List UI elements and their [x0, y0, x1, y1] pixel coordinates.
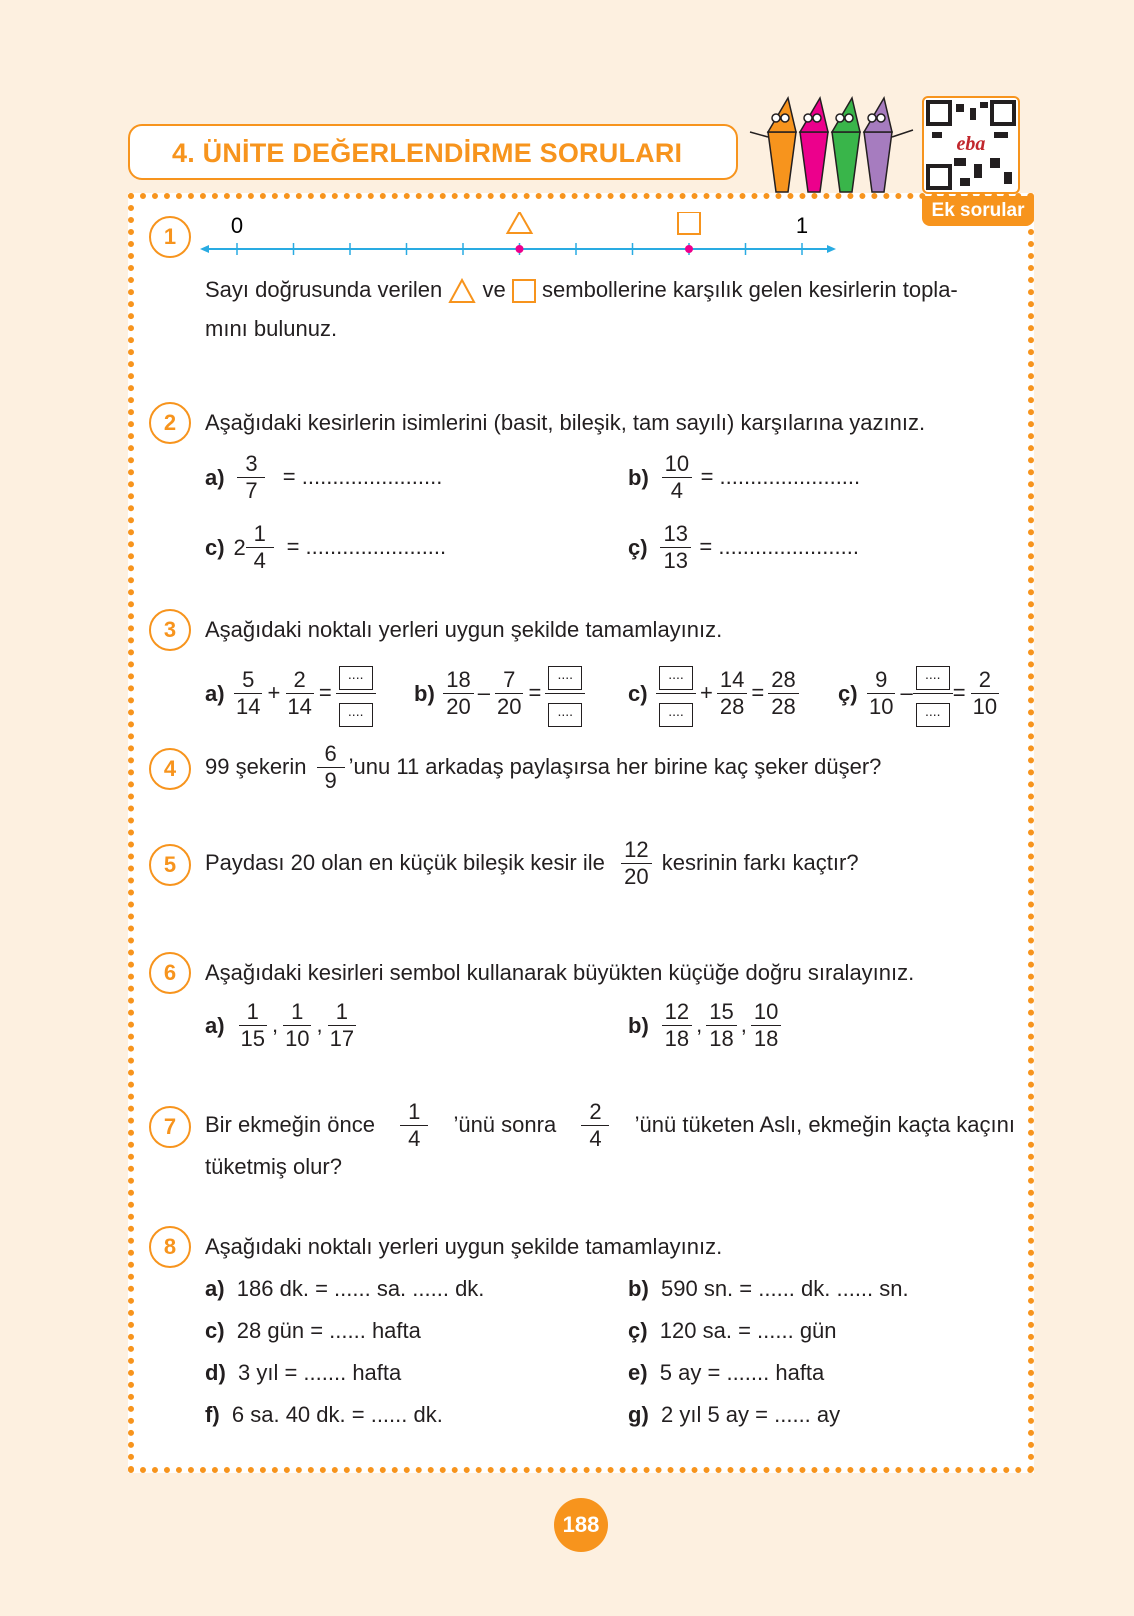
q1-text-c: sembollerine karşılık gelen kesirlerin topla-	[542, 277, 958, 302]
numerator: 2	[971, 668, 999, 694]
denominator: 17	[329, 1026, 355, 1052]
q8-item	[205, 1360, 401, 1386]
separator: ,	[316, 1012, 323, 1038]
q3-item-b	[414, 660, 589, 727]
blank-box[interactable]: ....	[548, 666, 582, 690]
denominator: 10	[869, 694, 894, 719]
pencil-mascots-illustration	[748, 92, 928, 204]
fraction	[751, 1000, 781, 1051]
arrow-left-icon	[200, 245, 209, 253]
blank-fraction	[913, 660, 953, 727]
q8-item	[628, 1276, 909, 1302]
item-label: a)	[205, 464, 225, 490]
fraction	[246, 522, 274, 573]
item-text[interactable]: 2 yıl 5 ay = ...... ay	[661, 1402, 841, 1427]
question-number-4: 4	[149, 748, 191, 790]
denominator: 4	[253, 548, 266, 574]
blank-fraction	[336, 660, 376, 727]
question-number-5: 5	[149, 844, 191, 886]
arrow-right-icon	[827, 245, 836, 253]
item-label: g)	[628, 1402, 649, 1427]
unit-title-box	[128, 124, 738, 180]
blank-box[interactable]: ....	[659, 703, 693, 727]
denominator: 28	[719, 694, 745, 719]
denominator: 9	[324, 768, 337, 794]
ek-sorular-button[interactable]	[922, 196, 1034, 226]
number-line-point	[685, 245, 693, 253]
q8-item	[628, 1402, 840, 1428]
equals: =	[952, 680, 966, 706]
operator: –	[900, 680, 913, 706]
answer-blank[interactable]: = .......................	[282, 464, 443, 490]
number-line-label-zero: 0	[230, 213, 244, 238]
item-label: e)	[628, 1360, 648, 1385]
numerator: 1	[283, 1000, 311, 1026]
item-label: c)	[628, 680, 648, 706]
numerator: 18	[443, 668, 473, 694]
q8-item	[628, 1360, 824, 1386]
denominator: 10	[972, 694, 998, 719]
question-number-3: 3	[149, 609, 191, 651]
q7-text-3: ’ünü tüketen Aslı, ekmeğin kaçta kaçını	[634, 1112, 1015, 1138]
question-number-1: 1	[149, 216, 191, 258]
denominator: 15	[240, 1026, 265, 1052]
ek-sorular-label: Ek sorular	[931, 200, 1025, 221]
number-line	[200, 212, 840, 262]
item-label: b)	[628, 1012, 649, 1038]
separator: ,	[696, 1012, 703, 1038]
blank-box[interactable]: ....	[339, 666, 373, 690]
numerator: 5	[234, 668, 262, 694]
q1-text-line1	[205, 277, 958, 304]
item-label: b)	[628, 1276, 649, 1301]
numerator: 15	[706, 1000, 736, 1026]
fraction	[327, 1000, 357, 1051]
q1-text-b: ve	[482, 277, 506, 302]
numerator: 1	[246, 522, 274, 548]
numerator: 1	[328, 1000, 356, 1026]
q4-text	[205, 742, 881, 793]
denominator: 18	[753, 1026, 779, 1052]
fraction	[768, 668, 798, 719]
blank-box[interactable]: ....	[339, 703, 373, 727]
item-label: a)	[205, 1012, 225, 1038]
q5-text-pre: Paydası 20 olan en küçük bileşik kesir ile	[205, 850, 605, 876]
q7-text-line1	[205, 1100, 1015, 1151]
qr-logo: eba	[956, 133, 986, 155]
equals: =	[751, 680, 765, 706]
q7-text-line2: tüketmiş olur?	[205, 1154, 342, 1179]
fraction	[284, 668, 314, 719]
triangle-symbol-icon	[448, 278, 476, 304]
fraction	[706, 1000, 736, 1051]
number-line-label-one: 1	[795, 213, 809, 238]
numerator: 1	[239, 1000, 267, 1026]
denominator: 20	[446, 694, 471, 719]
numerator: 2	[581, 1100, 609, 1126]
q8-item	[205, 1318, 421, 1344]
q8-item	[628, 1318, 837, 1344]
fraction	[443, 668, 473, 719]
q6-item-b	[628, 1000, 785, 1051]
blank-fraction	[656, 660, 696, 727]
q5-text	[205, 838, 859, 889]
denominator: 20	[624, 864, 649, 890]
q4-text-pre: 99 şekerin	[205, 754, 307, 780]
q3-text: Aşağıdaki noktalı yerleri uygun şekilde tamamlayınız.	[205, 617, 723, 642]
numerator: 12	[662, 1000, 692, 1026]
item-text[interactable]: 120 sa. = ...... gün	[659, 1318, 837, 1343]
fraction	[662, 1000, 692, 1051]
item-text[interactable]: 590 sn. = ...... dk. ...... sn.	[661, 1276, 909, 1301]
q2-text: Aşağıdaki kesirlerin isimlerini (basit, bileşik, tam sayılı) karşılarına yazınız.	[205, 410, 926, 435]
numerator: 28	[768, 668, 798, 694]
item-label: b)	[414, 680, 435, 706]
q5-text-post: kesrinin farkı kaçtır?	[661, 850, 859, 876]
question-number-6: 6	[149, 952, 191, 994]
item-label: a)	[205, 680, 225, 706]
question-number-7: 7	[149, 1106, 191, 1148]
denominator: 4	[670, 478, 684, 504]
denominator: 18	[664, 1026, 690, 1052]
numerator: 3	[237, 452, 265, 478]
q8-item	[205, 1276, 484, 1302]
q1-text-line2: mını bulunuz.	[205, 316, 338, 341]
equals: =	[528, 680, 542, 706]
denominator: 4	[408, 1126, 421, 1152]
q3-item-c	[628, 660, 803, 727]
equals: =	[318, 680, 332, 706]
item-label: b)	[628, 464, 649, 490]
denominator: 14	[287, 694, 312, 719]
denominator: 20	[496, 694, 522, 719]
item-text[interactable]: 5 ay = ....... hafta	[659, 1360, 825, 1385]
item-label: f)	[205, 1402, 220, 1427]
question-number-2: 2	[149, 402, 191, 444]
item-text[interactable]: 186 dk. = ...... sa. ...... dk.	[236, 1276, 485, 1301]
numerator: 6	[317, 742, 345, 768]
q6-text: Aşağıdaki kesirleri sembol kullanarak büyükten küçüğe doğru sıralayınız.	[205, 960, 915, 985]
fraction	[621, 838, 651, 889]
operator: +	[267, 680, 281, 706]
fraction	[494, 668, 524, 719]
fraction	[581, 1100, 609, 1151]
item-label: ç)	[628, 1318, 648, 1343]
fraction	[662, 452, 692, 503]
q6-item-a	[205, 1000, 361, 1051]
fraction	[237, 1000, 267, 1051]
q4-text-post: ’unu 11 arkadaş paylaşırsa her birine kaç şeker düşer?	[348, 754, 882, 780]
blank-box[interactable]: ....	[548, 703, 582, 727]
q1-text-a: Sayı doğrusunda verilen	[205, 277, 443, 302]
numerator: 1	[400, 1100, 428, 1126]
answer-blank[interactable]: = .......................	[286, 534, 447, 560]
numerator: 14	[717, 668, 747, 694]
fraction	[717, 668, 747, 719]
fraction	[317, 742, 345, 793]
fraction	[660, 522, 690, 573]
q2-item-cc	[628, 522, 859, 573]
qr-code-pattern	[924, 98, 1018, 192]
fraction	[970, 668, 1000, 719]
triangle-marker-icon	[508, 212, 532, 233]
item-text[interactable]: 6 sa. 40 dk. = ...... dk.	[231, 1402, 443, 1427]
q8-item	[205, 1402, 443, 1428]
numerator: 13	[660, 522, 690, 548]
q2-item-a	[205, 452, 442, 503]
question-number-8: 8	[149, 1226, 191, 1268]
blank-box[interactable]: ....	[916, 666, 950, 690]
item-text[interactable]: 3 yıl = ....... hafta	[238, 1360, 402, 1385]
separator: ,	[271, 1012, 279, 1038]
q2-item-c	[205, 522, 446, 573]
q3-item-a	[205, 660, 380, 727]
unit-title: 4. ÜNİTE DEĞERLENDİRME SORULARI	[172, 138, 683, 168]
page-number: 188	[554, 1498, 608, 1552]
numerator: 12	[621, 838, 651, 864]
item-label: ç)	[838, 680, 858, 706]
fraction	[282, 1000, 312, 1051]
item-label: ç)	[628, 534, 648, 560]
blank-box[interactable]: ....	[659, 666, 693, 690]
q7-text-1: Bir ekmeğin önce	[205, 1112, 375, 1138]
qr-code[interactable]	[922, 96, 1020, 194]
denominator: 13	[663, 548, 688, 574]
q2-item-b	[628, 452, 860, 503]
operator: –	[477, 680, 490, 706]
answer-blank[interactable]: = .......................	[699, 534, 859, 560]
item-text[interactable]: 28 gün = ...... hafta	[236, 1318, 421, 1343]
whole-part: 2	[233, 534, 246, 560]
answer-blank[interactable]: = .......................	[700, 464, 861, 490]
denominator: 10	[285, 1026, 310, 1052]
separator: ,	[740, 1012, 747, 1038]
denominator: 28	[771, 694, 796, 719]
fraction	[233, 668, 263, 719]
number-line-point	[516, 245, 524, 253]
item-label: d)	[205, 1360, 226, 1385]
fraction	[400, 1100, 428, 1151]
blank-fraction	[545, 660, 585, 727]
denominator: 14	[236, 694, 261, 719]
item-label: c)	[205, 534, 225, 560]
numerator: 2	[286, 668, 314, 694]
denominator: 18	[709, 1026, 734, 1052]
numerator: 10	[751, 1000, 781, 1026]
q7-text-2: ’ünü sonra	[453, 1112, 557, 1138]
denominator: 4	[589, 1126, 602, 1152]
item-label: c)	[205, 1318, 225, 1343]
numerator: 10	[662, 452, 692, 478]
q3-item-cc	[838, 660, 1004, 727]
fraction	[237, 452, 265, 503]
square-symbol-icon	[512, 279, 536, 303]
numerator: 7	[495, 668, 523, 694]
fraction	[866, 668, 896, 719]
operator: +	[700, 680, 713, 706]
blank-box[interactable]: ....	[916, 703, 950, 727]
numerator: 9	[867, 668, 895, 694]
square-marker-icon	[678, 212, 700, 234]
q8-text: Aşağıdaki noktalı yerleri uygun şekilde tamamlayınız.	[205, 1234, 723, 1259]
item-label: a)	[205, 1276, 225, 1301]
denominator: 7	[245, 478, 258, 504]
